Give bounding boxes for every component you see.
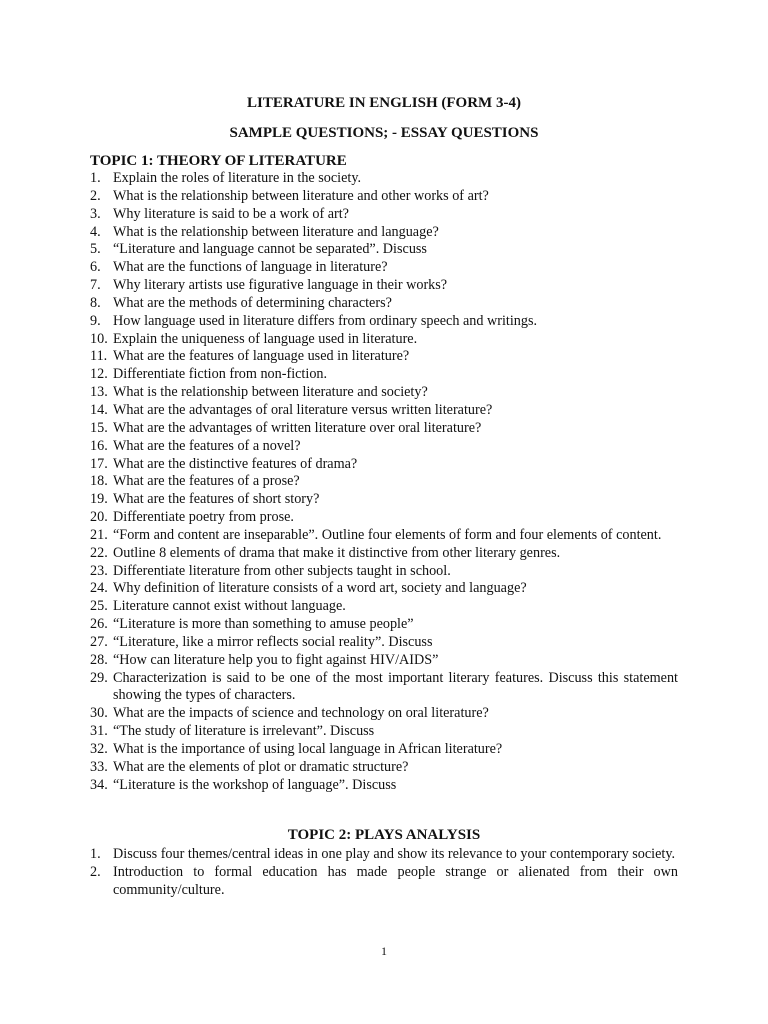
question-item — [90, 402, 678, 420]
question-text: What are the distinctive features of drama? — [113, 455, 358, 472]
question-item — [90, 759, 678, 777]
question-number: 9. — [90, 312, 101, 329]
question-text: Introduction to formal education has made people strange or alienated from their own community/culture. — [113, 863, 678, 898]
question-item — [90, 598, 678, 616]
question-text: Why definition of literature consists of a word art, society and language? — [113, 580, 527, 597]
question-number: 28. — [90, 651, 108, 668]
question-item — [90, 170, 678, 188]
question-text: Differentiate poetry from prose. — [113, 509, 294, 526]
question-number: 6. — [90, 259, 101, 276]
question-number: 16. — [90, 437, 108, 454]
question-text: “How can literature help you to fight against HIV/AIDS” — [113, 651, 439, 668]
question-number: 13. — [90, 384, 108, 401]
question-number: 29. — [90, 669, 108, 686]
question-text: “The study of literature is irrelevant”. Discuss — [113, 723, 375, 740]
question-text: Explain the uniqueness of language used in literature. — [113, 330, 418, 347]
question-item — [90, 846, 678, 864]
topic-2-heading: TOPIC 2: PLAYS ANALYSIS — [287, 827, 481, 843]
topic-1-heading: TOPIC 1: THEORY OF LITERATURE — [90, 153, 347, 169]
question-number: 27. — [90, 633, 108, 650]
question-text: Why literary artists use figurative language in their works? — [113, 277, 448, 294]
question-item — [90, 295, 678, 313]
question-item — [90, 384, 678, 402]
question-item — [90, 670, 678, 706]
question-item — [90, 634, 678, 652]
question-item — [90, 206, 678, 224]
question-number: 2. — [90, 863, 101, 880]
question-number: 20. — [90, 509, 108, 526]
question-number: 12. — [90, 366, 108, 383]
question-number: 32. — [90, 741, 108, 757]
question-text: Why literature is said to be a work of art? — [113, 205, 349, 222]
question-number: 24. — [90, 580, 108, 597]
question-item — [90, 456, 678, 474]
question-number: 25. — [90, 598, 108, 615]
question-number: 10. — [90, 330, 108, 347]
question-number: 34. — [90, 776, 108, 793]
question-number: 4. — [90, 223, 101, 240]
question-text: “Literature is the workshop of language”. Discuss — [113, 776, 397, 793]
question-item — [90, 580, 678, 598]
question-item — [90, 652, 678, 670]
question-text: What are the methods of determining characters? — [113, 294, 392, 311]
question-item — [90, 241, 678, 259]
question-item — [90, 705, 678, 723]
question-item — [90, 277, 678, 295]
question-text: “Literature and language cannot be separated”. Discuss — [113, 241, 427, 258]
question-text: What are the features of a prose? — [113, 473, 300, 490]
question-text: What are the features of a novel? — [113, 437, 301, 454]
question-text: Discuss four themes/central ideas in one play and show its relevance to your contemporary society. — [113, 846, 676, 862]
question-number: 1. — [90, 846, 101, 862]
question-number: 21. — [90, 526, 108, 543]
question-text: What are the advantages of oral literature versus written literature? — [113, 401, 493, 418]
question-text: “Form and content are inseparable”. Outline four elements of form and four elements of content. — [113, 526, 662, 543]
question-text: What is the importance of using local language in African literature? — [113, 741, 503, 757]
page-number: 1 — [381, 944, 387, 958]
question-number: 23. — [90, 562, 108, 579]
question-text: “Literature is more than something to amuse people” — [113, 616, 414, 633]
question-item — [90, 777, 678, 795]
question-text: What are the elements of plot or dramatic structure? — [113, 758, 409, 775]
question-item — [90, 313, 678, 331]
question-item — [90, 420, 678, 438]
question-item — [90, 438, 678, 456]
question-number: 7. — [90, 277, 101, 294]
question-item — [90, 366, 678, 384]
question-number: 31. — [90, 723, 108, 740]
question-number: 14. — [90, 401, 108, 418]
topic-1-question-list — [90, 170, 678, 795]
question-item — [90, 188, 678, 206]
question-number: 22. — [90, 544, 108, 561]
question-item — [90, 545, 678, 563]
question-text: Explain the roles of literature in the society. — [113, 170, 362, 186]
question-number: 15. — [90, 419, 108, 436]
question-number: 26. — [90, 616, 108, 633]
question-item — [90, 348, 678, 366]
question-text: What are the advantages of written literature over oral literature? — [113, 419, 482, 436]
document-title: LITERATURE IN ENGLISH (FORM 3-4) — [247, 95, 521, 111]
question-number: 33. — [90, 758, 108, 775]
question-text: Literature cannot exist without language. — [113, 598, 346, 615]
question-item — [90, 331, 678, 349]
question-text: What is the relationship between literature and language? — [113, 223, 439, 240]
question-number: 18. — [90, 473, 108, 490]
question-text: “Literature, like a mirror reflects social reality”. Discuss — [113, 633, 433, 650]
question-text: Differentiate literature from other subjects taught in school. — [113, 562, 451, 579]
question-text: What is the relationship between literature and society? — [113, 384, 428, 401]
question-text: What are the impacts of science and technology on oral literature? — [113, 705, 489, 722]
question-item — [90, 616, 678, 634]
question-text: Outline 8 elements of drama that make it distinctive from other literary genres. — [113, 544, 561, 561]
question-item — [90, 259, 678, 277]
question-item — [90, 527, 678, 545]
question-item — [90, 224, 678, 242]
question-text: What is the relationship between literature and other works of art? — [113, 187, 489, 204]
question-text: What are the features of short story? — [113, 491, 320, 508]
question-item — [90, 864, 678, 900]
question-number: 19. — [90, 491, 108, 508]
question-text: How language used in literature differs from ordinary speech and writings. — [113, 312, 538, 329]
question-number: 11. — [90, 348, 108, 365]
question-text: Characterization is said to be one of the most important literary features. Discuss this statement showing the types of characters. — [113, 669, 678, 704]
question-item — [90, 473, 678, 491]
question-number: 3. — [90, 205, 101, 222]
question-item — [90, 563, 678, 581]
question-number: 30. — [90, 705, 108, 722]
question-number: 5. — [90, 241, 101, 258]
question-number: 2. — [90, 187, 101, 204]
document-subtitle: SAMPLE QUESTIONS; - ESSAY QUESTIONS — [229, 125, 539, 141]
question-number: 1. — [90, 170, 101, 186]
question-number: 8. — [90, 294, 101, 311]
question-item — [90, 741, 678, 759]
question-item — [90, 491, 678, 509]
question-item — [90, 509, 678, 527]
question-number: 17. — [90, 455, 108, 472]
question-text: What are the functions of language in literature? — [113, 259, 388, 276]
topic-2-question-list — [90, 846, 678, 900]
question-text: What are the features of language used in literature? — [113, 348, 410, 365]
question-item — [90, 723, 678, 741]
question-text: Differentiate fiction from non-fiction. — [113, 366, 328, 383]
